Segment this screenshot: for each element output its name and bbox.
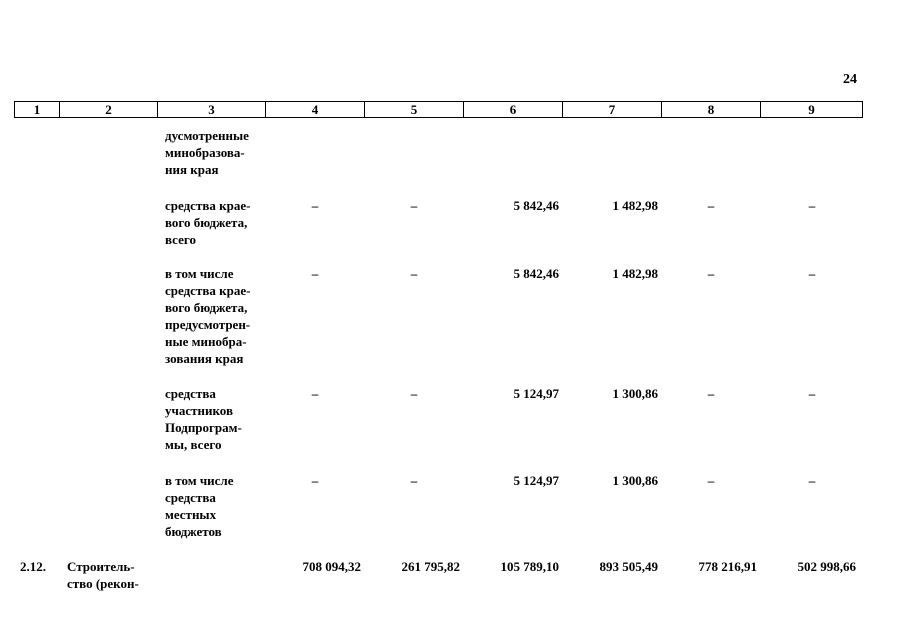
header-cell-8: 8 [662,102,761,117]
row-description-line: мы, всего [165,437,222,452]
cell-col-5: – [410,198,418,213]
row-description [165,385,261,453]
row-description-line: средства крае- [165,198,251,213]
row-title [67,558,157,592]
cell-col-7: 1 300,86 [612,473,658,488]
row-description-line: вого бюджета, [165,215,248,230]
row-description-line: вого бюджета, [165,300,248,315]
row-description-line: дусмотренные [165,128,249,143]
row-description [165,472,261,540]
row-description-line: средства [165,386,216,401]
cell-col-4: – [311,473,319,488]
row-title-line: ство (рекон- [67,576,139,591]
cell-col-6: 5 124,97 [513,473,559,488]
header-cell-9: 9 [808,102,815,117]
cell-col-9: 502 998,66 [797,559,856,574]
row-description-line: в том числе [165,473,234,488]
cell-col-6: 5 124,97 [513,386,559,401]
cell-col-5: – [410,266,418,281]
header-cell-6: 6 [464,102,563,117]
cell-col-7: 1 300,86 [612,386,658,401]
row-description [165,265,261,367]
row-description-line: Подпрограм- [165,420,242,435]
page-number: 24 [843,72,857,87]
cell-col-5: 261 795,82 [401,559,460,574]
row-description-line: бюджетов [165,524,222,539]
cell-col-7: 893 505,49 [599,559,658,574]
cell-col-8: – [707,266,715,281]
cell-col-8: 778 216,91 [698,559,757,574]
cell-col-6: 5 842,46 [513,266,559,281]
row-number: 2.12. [20,559,46,574]
cell-col-6: 105 789,10 [500,559,559,574]
row-description-line: зования края [165,351,244,366]
header-cell-4: 4 [266,102,365,117]
cell-col-5: – [410,473,418,488]
row-description-line: местных [165,507,217,522]
row-title-line: Строитель- [67,559,135,574]
header-cell-3: 3 [158,102,266,117]
cell-col-9: – [808,266,816,281]
header-cell-2: 2 [60,102,158,117]
row-description-line: в том числе [165,266,234,281]
cell-col-4: – [311,266,319,281]
cell-col-8: – [707,386,715,401]
cell-col-4: – [311,386,319,401]
row-description [165,197,261,248]
cell-col-7: 1 482,98 [612,198,658,213]
row-description-line: предусмотрен- [165,317,251,332]
cell-col-4: 708 094,32 [302,559,361,574]
header-cell-5: 5 [365,102,464,117]
row-description-line: ния края [165,162,219,177]
header-cell-7: 7 [563,102,662,117]
cell-col-8: – [707,473,715,488]
cell-col-9: – [808,386,816,401]
cell-col-4: – [311,198,319,213]
row-description-line: всего [165,232,196,247]
cell-col-6: 5 842,46 [513,198,559,213]
cell-col-9: – [808,198,816,213]
table-header-row [14,101,863,118]
row-description [165,127,261,178]
row-description-line: ные минобра- [165,334,247,349]
cell-col-9: – [808,473,816,488]
row-description-line: средства крае- [165,283,251,298]
row-description-line: средства [165,490,216,505]
cell-col-8: – [707,198,715,213]
row-description-line: минобразова- [165,145,245,160]
cell-col-7: 1 482,98 [612,266,658,281]
cell-col-5: – [410,386,418,401]
row-description-line: участников [165,403,233,418]
header-cell-1: 1 [15,102,60,117]
